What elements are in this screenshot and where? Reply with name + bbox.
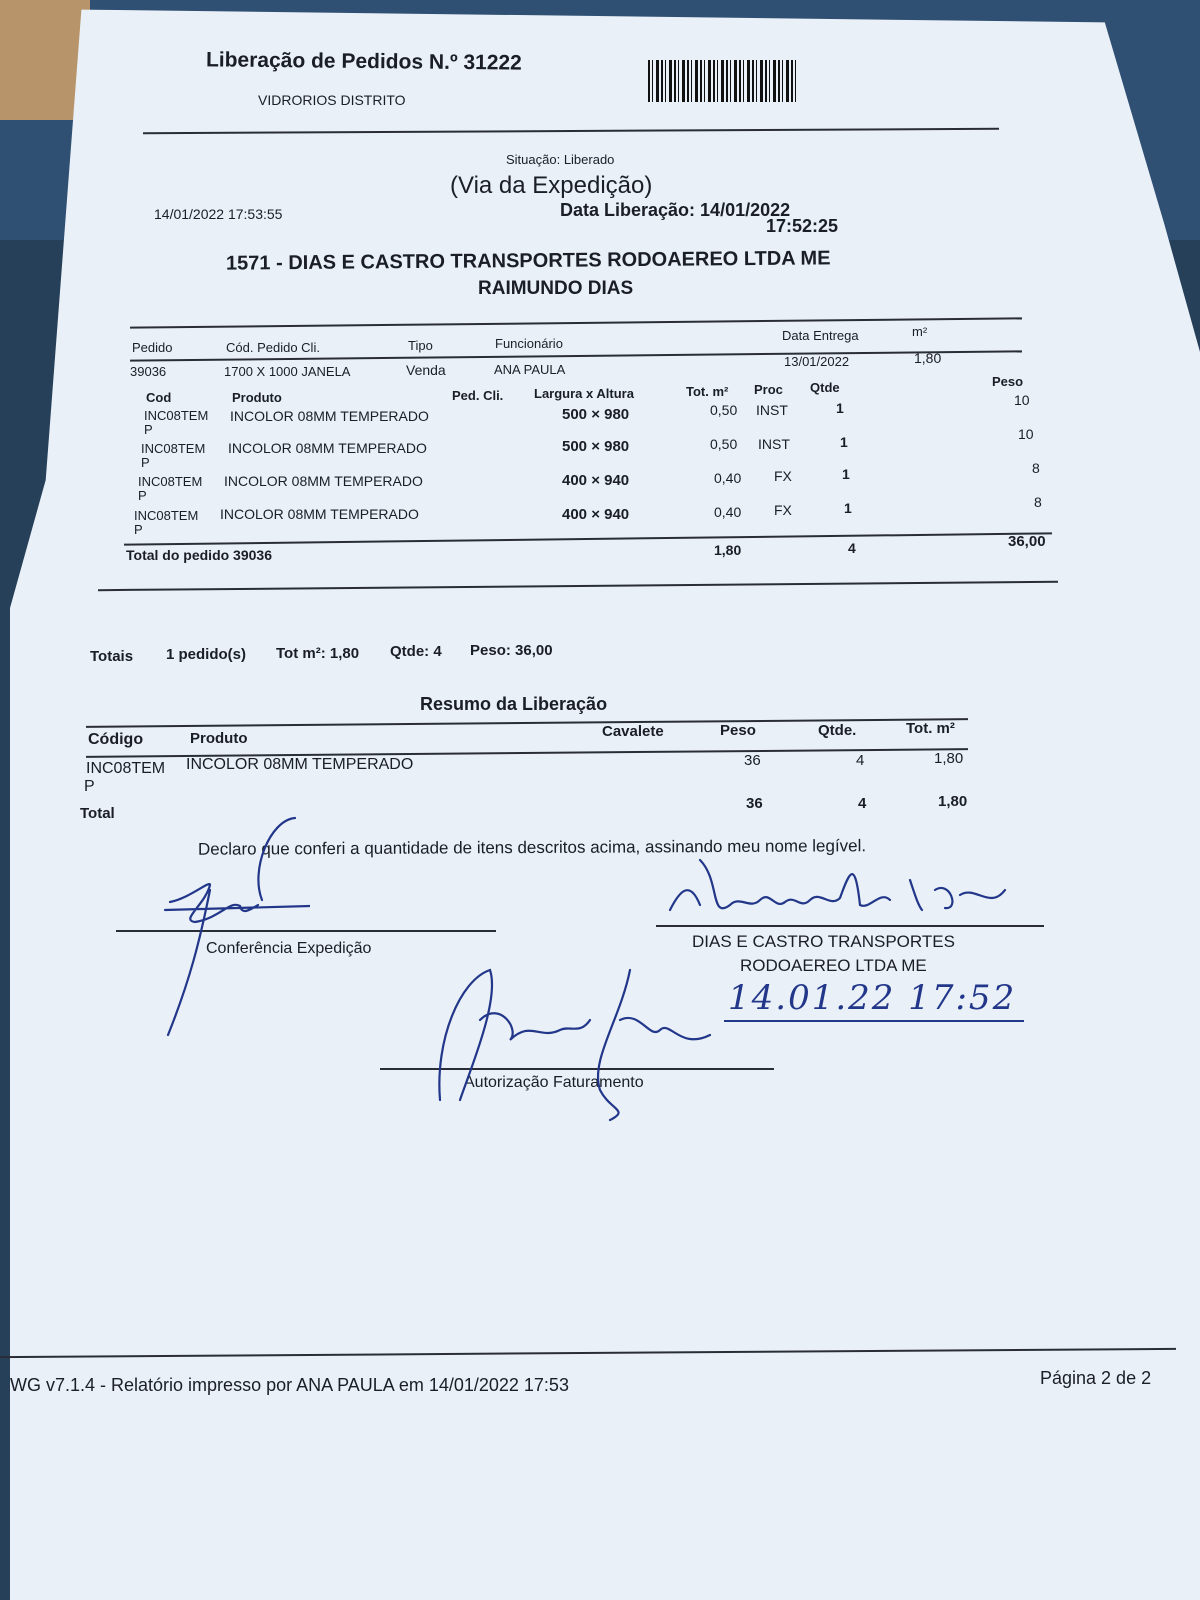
cliente-sign-line2: RODOAEREO LTDA ME (740, 956, 927, 975)
item-tot-m2: 0,40 (714, 470, 742, 486)
item-peso: 10 (1014, 392, 1030, 408)
item-col-qtde: Qtde (810, 380, 840, 395)
resumo-codigo-suffix: P (84, 778, 95, 795)
resumo-codigo: INC08TEM (86, 760, 166, 777)
item-cod-suffix: P (134, 522, 143, 537)
item-produto: INCOLOR 08MM TEMPERADO (224, 473, 423, 489)
item-cod: INC08TEM (144, 408, 209, 423)
data-liberacao: Data Liberação: 14/01/2022 (560, 200, 791, 220)
item-cod: INC08TEM (138, 474, 203, 489)
item-tot-m2: 0,50 (710, 436, 738, 452)
cliente-name: 1571 - DIAS E CASTRO TRANSPORTES RODOAEREO LTDA ME (225, 247, 831, 275)
item-tot-m2: 0,50 (710, 402, 738, 418)
item-qtde: 1 (840, 434, 848, 450)
item-peso: 8 (1032, 460, 1040, 476)
barcode (648, 60, 798, 102)
col-data-entrega: Data Entrega (782, 328, 859, 343)
item-col-tot-m2: Tot. m² (686, 384, 729, 399)
resumo-col-produto: Produto (190, 730, 248, 747)
item-dims: 500 × 980 (562, 438, 630, 455)
conferencia-signature (150, 810, 310, 1040)
item-cod-suffix: P (144, 422, 153, 437)
val-m2: 1,80 (914, 350, 942, 366)
item-dims: 400 × 940 (562, 506, 630, 523)
handwritten-date: 14.01.22 17:52 (728, 978, 1017, 1018)
document-page (10, 0, 1200, 1600)
order-total-qtde: 4 (848, 540, 856, 556)
resumo-produto: INCOLOR 08MM TEMPERADO (186, 756, 414, 773)
totals-m2: Tot m²: 1,80 (276, 645, 360, 662)
footer-report-info: WG v7.1.4 - Relatório impresso por ANA PAULA em 14/01/2022 17:53 (10, 1375, 569, 1395)
col-m2: m² (912, 324, 928, 339)
item-cod-suffix: P (138, 488, 147, 503)
cliente-contato: RAIMUNDO DIAS (478, 278, 634, 299)
val-tipo: Venda (406, 362, 446, 378)
footer-page-number: Página 2 de 2 (1040, 1368, 1152, 1388)
item-cod-suffix: P (141, 455, 150, 470)
item-qtde: 1 (842, 466, 850, 482)
print-timestamp: 14/01/2022 17:53:55 (154, 206, 283, 222)
item-proc: INST (756, 402, 788, 418)
totals-qtde: Qtde: 4 (390, 643, 442, 660)
resumo-total-tot-m2: 1,80 (938, 793, 968, 810)
resumo-total-peso: 36 (746, 795, 763, 812)
resumo-col-cavalete: Cavalete (602, 723, 664, 740)
item-peso: 8 (1034, 494, 1042, 510)
order-total-peso: 36,00 (1008, 533, 1046, 550)
item-col-cod: Cod (146, 390, 172, 405)
company-name: VIDRORIOS DISTRITO (258, 92, 406, 108)
item-qtde: 1 (844, 500, 852, 516)
col-cod-pedido-cli: Cód. Pedido Cli. (226, 340, 320, 355)
order-total-label: Total do pedido 39036 (126, 547, 272, 563)
item-col-ped-cli: Ped. Cli. (452, 388, 504, 403)
resumo-total-label: Total (80, 805, 115, 822)
item-peso: 10 (1018, 426, 1034, 442)
order-total-m2: 1,80 (714, 542, 742, 558)
resumo-col-qtde: Qtde. (818, 722, 857, 739)
resumo-qtde: 4 (856, 752, 865, 769)
item-proc: INST (758, 436, 790, 452)
hora-liberacao: 17:52:25 (766, 216, 839, 236)
col-funcionario: Funcionário (495, 336, 563, 351)
item-proc: FX (774, 502, 792, 518)
item-cod: INC08TEM (134, 508, 199, 523)
resumo-col-tot-m2: Tot. m² (906, 720, 955, 737)
item-col-produto: Produto (232, 390, 282, 405)
resumo-col-peso: Peso (720, 722, 756, 739)
totals-pedidos: 1 pedido(s) (166, 646, 247, 663)
item-produto: INCOLOR 08MM TEMPERADO (230, 408, 429, 424)
col-tipo: Tipo (408, 338, 433, 353)
val-pedido: 39036 (130, 364, 167, 379)
totals-label: Totais (90, 648, 134, 665)
document-title: Liberação de Pedidos N.º 31222 (205, 48, 522, 75)
declaration-text: Declaro que conferi a quantidade de itens descritos acima, assinando meu nome legível. (197, 836, 867, 859)
item-dims: 500 × 980 (562, 406, 630, 423)
totals-peso: Peso: 36,00 (470, 642, 553, 659)
val-cod-pedido-cli: 1700 X 1000 JANELA (224, 364, 351, 379)
item-proc: FX (774, 468, 792, 484)
situacao-label: Situação: Liberado (506, 152, 615, 167)
item-tot-m2: 0,40 (714, 504, 742, 520)
conferencia-label: Conferência Expedição (206, 940, 372, 957)
handwritten-date-underline (724, 1020, 1024, 1022)
autorizacao-label: Autorização Faturamento (464, 1074, 644, 1091)
resumo-title: Resumo da Liberação (420, 694, 608, 714)
col-pedido: Pedido (132, 340, 173, 355)
via-label: (Via da Expedição) (450, 172, 653, 199)
cliente-sign-line1: DIAS E CASTRO TRANSPORTES (692, 932, 955, 951)
item-produto: INCOLOR 08MM TEMPERADO (228, 440, 427, 456)
item-col-peso: Peso (992, 374, 1024, 389)
val-data-entrega: 13/01/2022 (784, 354, 850, 369)
resumo-peso: 36 (744, 752, 761, 769)
item-produto: INCOLOR 08MM TEMPERADO (220, 506, 419, 522)
item-qtde: 1 (836, 400, 844, 416)
item-col-largura-altura: Largura x Altura (534, 386, 634, 401)
autorizacao-signature (430, 960, 720, 1130)
resumo-col-codigo: Código (88, 731, 144, 748)
val-funcionario: ANA PAULA (494, 362, 566, 377)
item-cod: INC08TEM (141, 441, 206, 456)
cliente-signature (660, 850, 1020, 930)
resumo-total-qtde: 4 (858, 795, 867, 812)
resumo-tot-m2: 1,80 (934, 750, 964, 767)
item-col-proc: Proc (754, 382, 783, 397)
item-dims: 400 × 940 (562, 472, 630, 489)
